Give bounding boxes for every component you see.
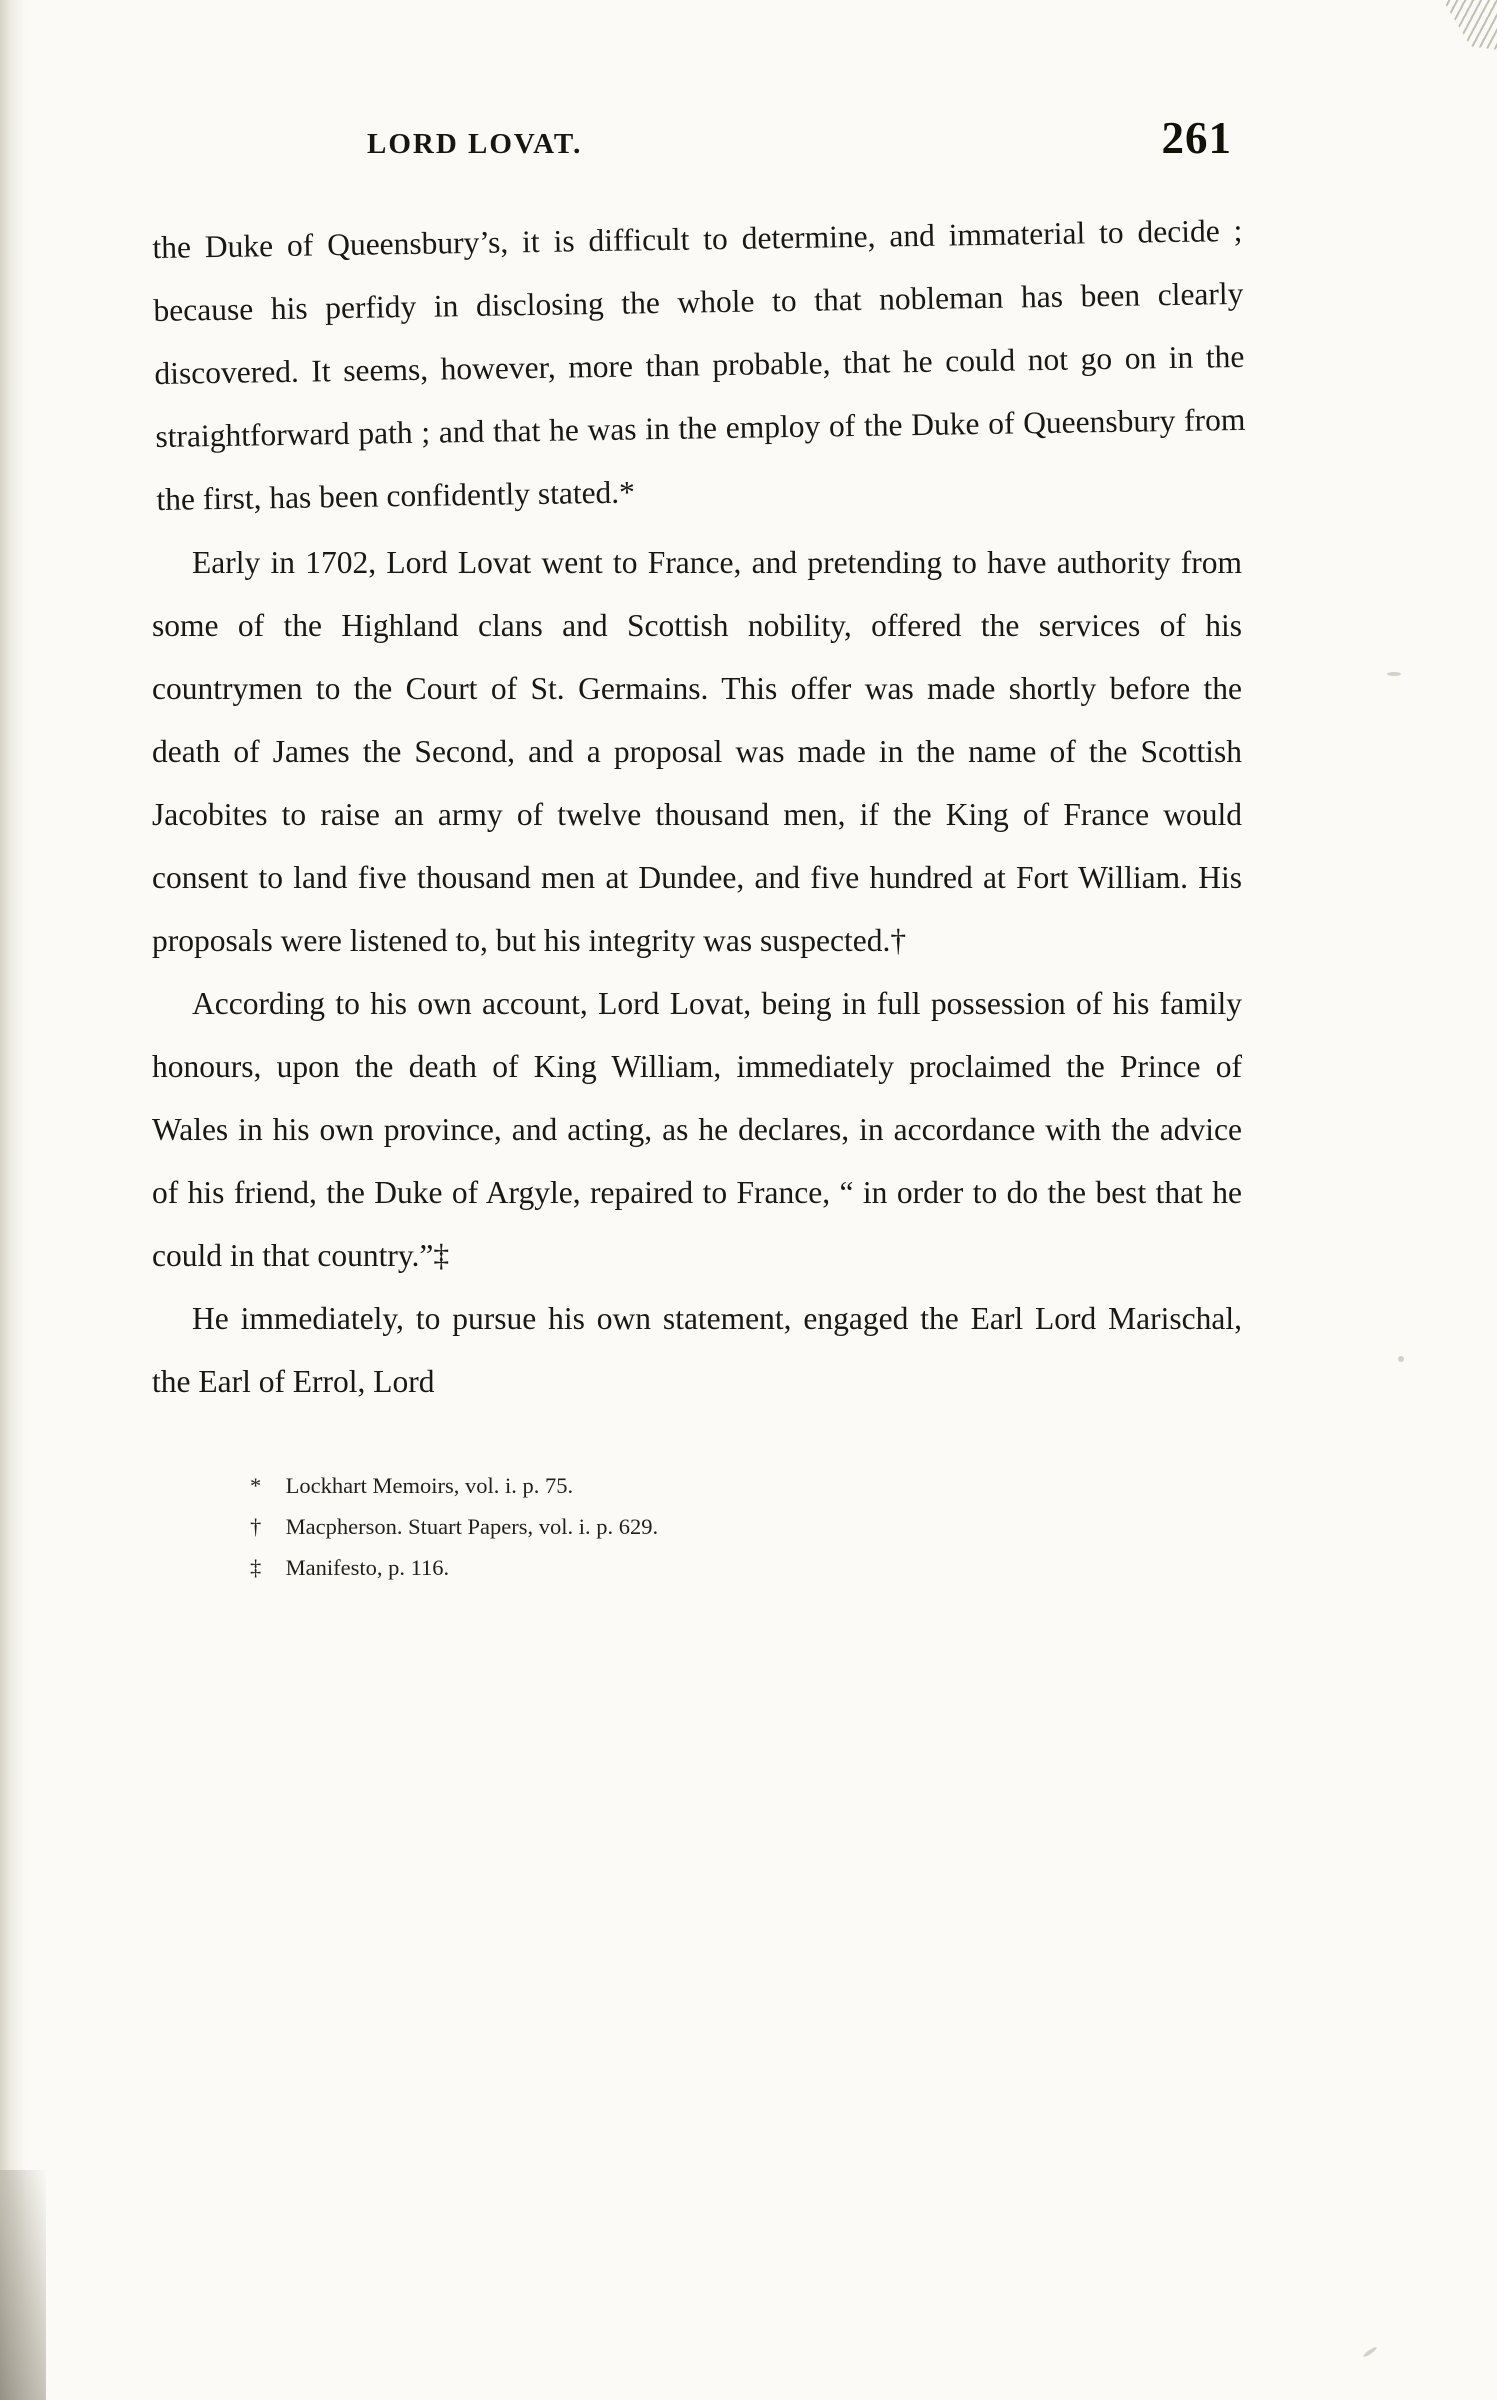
scan-edge-bottom-left <box>0 2170 46 2400</box>
body-text <box>152 212 1246 1413</box>
page-content <box>152 113 1246 1588</box>
running-head: LORD LOVAT. <box>367 128 583 160</box>
scan-edge-left <box>0 0 26 2400</box>
footnote-text: Manifesto, p. 116. <box>285 1555 450 1580</box>
footnote-text: Macpherson. Stuart Papers, vol. i. p. 629. <box>285 1514 659 1539</box>
scan-speck <box>1387 672 1401 676</box>
paragraph: the Duke of Queensbury’s, it is difficult to determine, and immaterial to decide ; because his perfidy in disclosing the whole to that nobleman has been clearly discovered. It seems, however, more than probable, that he could not go on in the straightforward path ; and that he was in the employ of the Duke of Queensbury from the first, has been confidently stated.* <box>152 212 1246 517</box>
footnote-marker: † <box>250 1514 262 1539</box>
paragraph: Early in 1702, Lord Lovat went to France, and pretending to have authority from some of the Highland clans and Scottish nobility, offered the services of his countrymen to the Court of St. Germains. This offer was made shortly before the death of James the Second, and a proposal was made in the name of the Scottish Jacobites to raise an army of twelve thousand men, if the King of France would consent to land five thousand men at Dundee, and five hundred at Fort William. His proposals were listened to, but his integrity was suspected.† <box>152 545 1242 958</box>
scan-artifact-top-right <box>1377 0 1497 80</box>
footnote-marker: ‡ <box>250 1555 262 1580</box>
footnote <box>250 1506 1242 1547</box>
footnote <box>250 1547 1242 1588</box>
page-number: 261 <box>1161 113 1232 163</box>
paragraph: According to his own account, Lord Lovat, being in full possession of his family honours, upon the death of King William, immediately proclaimed the Prince of Wales in his own province, and acting, as he declares, in accordance with the advice of his friend, the Duke of Argyle, repaired to France, “ in order to do the best that he could in that country.”‡ <box>152 986 1242 1273</box>
footnote <box>250 1465 1242 1506</box>
page-header <box>152 113 1242 182</box>
footnote-text: Lockhart Memoirs, vol. i. p. 75. <box>285 1473 574 1498</box>
footnote-block <box>250 1465 1242 1588</box>
footnote-marker: * <box>250 1473 262 1498</box>
scan-speck <box>1362 2346 1377 2358</box>
paragraph: He immediately, to pursue his own statement, engaged the Earl Lord Marischal, the Earl of Errol, Lord <box>152 1301 1242 1399</box>
scan-speck <box>1398 1356 1404 1362</box>
